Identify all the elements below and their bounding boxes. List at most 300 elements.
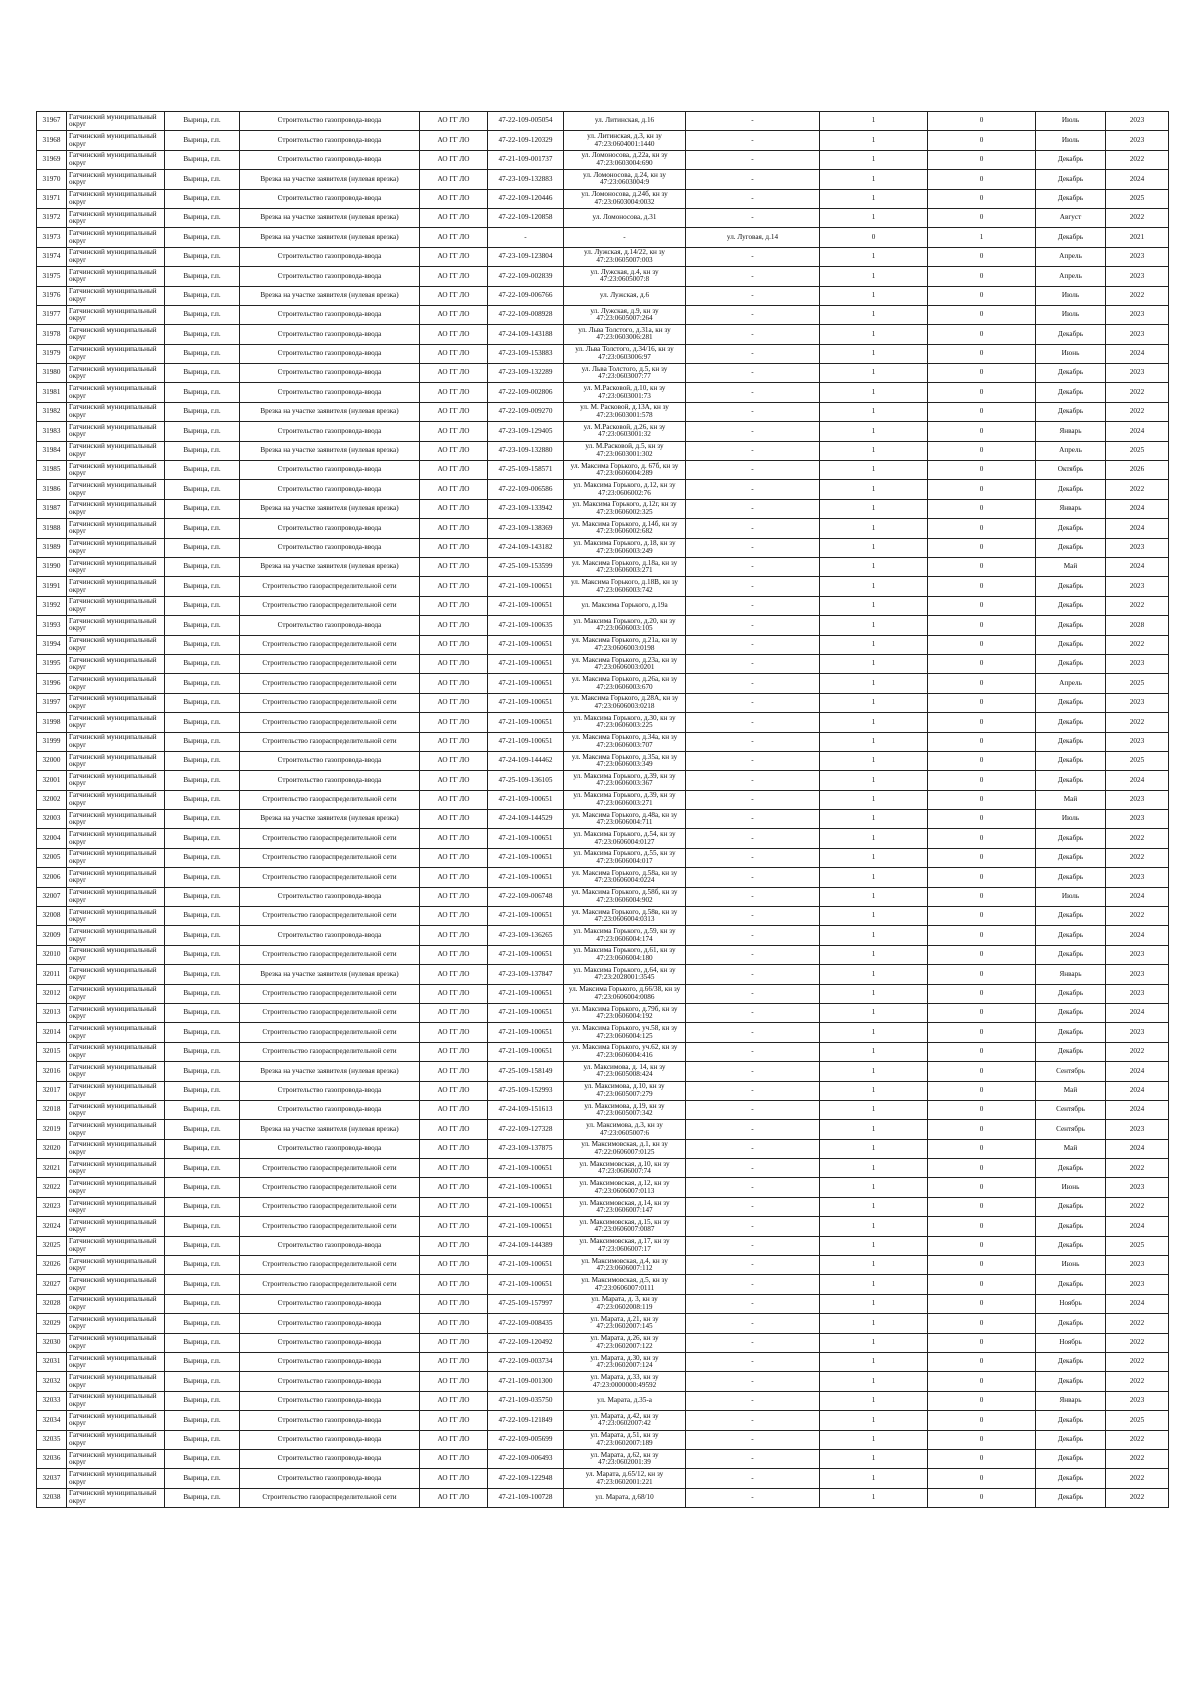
year-cell: 2023	[1106, 131, 1169, 150]
extra-address-cell: -	[686, 577, 820, 596]
address-cell: ул. Марата, д.65/12, кн зу 47:23:0602001:221	[564, 1469, 686, 1488]
table-row	[37, 1353, 1169, 1372]
extra-address-cell: -	[686, 1294, 820, 1313]
table-row	[37, 150, 1169, 169]
extra-address-cell: -	[686, 1449, 820, 1468]
count-a-cell: 1	[820, 267, 928, 286]
row-number-cell: 31988	[37, 519, 67, 538]
organization-cell: АО ГГ ЛО	[420, 112, 488, 131]
address-cell: ул. Максима Горького, д.26а, кн зу 47:23:0606003:670	[564, 674, 686, 693]
count-a-cell: 1	[820, 732, 928, 751]
row-number-cell: 31985	[37, 461, 67, 480]
organization-cell: АО ГГ ЛО	[420, 907, 488, 926]
table-row	[37, 945, 1169, 964]
address-cell: ул. Ломоносова, д.24, кн зу 47:23:0603004:9	[564, 170, 686, 189]
count-b-cell: 0	[928, 131, 1036, 150]
work-type-cell: Строительство газопровода-ввода	[240, 131, 420, 150]
row-number-cell: 32030	[37, 1333, 67, 1352]
count-b-cell: 0	[928, 364, 1036, 383]
count-b-cell: 0	[928, 1042, 1036, 1061]
count-b-cell: 0	[928, 1275, 1036, 1294]
address-cell: ул. Марата, д.33, кн зу 47:23:0000000:49592	[564, 1372, 686, 1391]
application-number-cell: 47-22-109-005699	[488, 1430, 564, 1449]
month-cell: Декабрь	[1036, 538, 1106, 557]
year-cell: 2022	[1106, 1197, 1169, 1216]
organization-cell: АО ГГ ЛО	[420, 674, 488, 693]
table-row	[37, 713, 1169, 732]
district-cell: Гатчинский муниципальный округ	[67, 1411, 165, 1430]
work-type-cell: Строительство газопровода-ввода	[240, 1100, 420, 1119]
district-cell: Гатчинский муниципальный округ	[67, 713, 165, 732]
year-cell: 2022	[1106, 1159, 1169, 1178]
extra-address-cell: ул. Луговая, д.14	[686, 228, 820, 247]
extra-address-cell: -	[686, 984, 820, 1003]
count-a-cell: 1	[820, 1353, 928, 1372]
work-type-cell: Строительство газораспределительной сети	[240, 848, 420, 867]
month-cell: Декабрь	[1036, 1159, 1106, 1178]
year-cell: 2026	[1106, 461, 1169, 480]
extra-address-cell: -	[686, 1333, 820, 1352]
settlement-cell: Вырица, г.п.	[165, 635, 240, 654]
address-cell: ул. Марата, д.42, кн зу 47:23:0602007:42	[564, 1411, 686, 1430]
application-number-cell: 47-22-109-120492	[488, 1333, 564, 1352]
application-number-cell: 47-21-109-100635	[488, 616, 564, 635]
count-b-cell: 0	[928, 461, 1036, 480]
work-type-cell: Строительство газораспределительной сети	[240, 654, 420, 673]
organization-cell: АО ГГ ЛО	[420, 247, 488, 266]
table-row	[37, 1197, 1169, 1216]
address-cell: ул. Максимовская, д.1, кн зу 47:22:0606007:0125	[564, 1139, 686, 1158]
application-number-cell: 47-25-109-158149	[488, 1062, 564, 1081]
row-number-cell: 32021	[37, 1159, 67, 1178]
work-type-cell: Врезка на участке заявителя (нулевая врезка)	[240, 1062, 420, 1081]
work-type-cell: Врезка на участке заявителя (нулевая врезка)	[240, 170, 420, 189]
year-cell: 2022	[1106, 402, 1169, 421]
organization-cell: АО ГГ ЛО	[420, 480, 488, 499]
count-b-cell: 0	[928, 654, 1036, 673]
count-a-cell: 1	[820, 693, 928, 712]
settlement-cell: Вырица, г.п.	[165, 596, 240, 615]
year-cell: 2028	[1106, 616, 1169, 635]
year-cell: 2024	[1106, 887, 1169, 906]
table-row	[37, 1449, 1169, 1468]
table-row	[37, 1256, 1169, 1275]
district-cell: Гатчинский муниципальный округ	[67, 383, 165, 402]
settlement-cell: Вырица, г.п.	[165, 402, 240, 421]
settlement-cell: Вырица, г.п.	[165, 1275, 240, 1294]
count-b-cell: 0	[928, 810, 1036, 829]
table-row	[37, 635, 1169, 654]
month-cell: Декабрь	[1036, 383, 1106, 402]
table-row	[37, 1120, 1169, 1139]
count-a-cell: 1	[820, 1236, 928, 1255]
application-number-cell: 47-23-109-129405	[488, 422, 564, 441]
table-row	[37, 131, 1169, 150]
table-row	[37, 422, 1169, 441]
district-cell: Гатчинский муниципальный округ	[67, 1449, 165, 1468]
year-cell: 2024	[1106, 1294, 1169, 1313]
extra-address-cell: -	[686, 1003, 820, 1022]
table-row	[37, 286, 1169, 305]
extra-address-cell: -	[686, 112, 820, 131]
settlement-cell: Вырица, г.п.	[165, 441, 240, 460]
settlement-cell: Вырица, г.п.	[165, 247, 240, 266]
application-number-cell: 47-24-109-143182	[488, 538, 564, 557]
organization-cell: АО ГГ ЛО	[420, 1294, 488, 1313]
district-cell: Гатчинский муниципальный округ	[67, 1353, 165, 1372]
count-a-cell: 1	[820, 480, 928, 499]
table-row	[37, 1003, 1169, 1022]
work-type-cell: Строительство газопровода-ввода	[240, 1139, 420, 1158]
application-number-cell: 47-25-109-158571	[488, 461, 564, 480]
organization-cell: АО ГГ ЛО	[420, 1178, 488, 1197]
count-b-cell: 0	[928, 1197, 1036, 1216]
row-number-cell: 31982	[37, 402, 67, 421]
count-a-cell: 1	[820, 1062, 928, 1081]
year-cell: 2023	[1106, 247, 1169, 266]
count-a-cell: 1	[820, 674, 928, 693]
table-row	[37, 499, 1169, 518]
count-b-cell: 0	[928, 596, 1036, 615]
application-number-cell: 47-22-109-127328	[488, 1120, 564, 1139]
work-type-cell: Строительство газораспределительной сети	[240, 577, 420, 596]
year-cell: 2022	[1106, 1333, 1169, 1352]
application-number-cell: 47-25-109-153599	[488, 557, 564, 576]
organization-cell: АО ГГ ЛО	[420, 1139, 488, 1158]
address-cell: ул. Максимова, д. 14, кн зу 47:23:0605008:424	[564, 1062, 686, 1081]
organization-cell: АО ГГ ЛО	[420, 1256, 488, 1275]
application-number-cell: 47-22-109-003734	[488, 1353, 564, 1372]
table-row	[37, 1100, 1169, 1119]
settlement-cell: Вырица, г.п.	[165, 325, 240, 344]
application-number-cell: 47-22-109-006493	[488, 1449, 564, 1468]
count-a-cell: 1	[820, 441, 928, 460]
settlement-cell: Вырица, г.п.	[165, 112, 240, 131]
count-b-cell: 0	[928, 1217, 1036, 1236]
count-b-cell: 0	[928, 1256, 1036, 1275]
count-a-cell: 1	[820, 1372, 928, 1391]
application-number-cell: 47-24-109-144389	[488, 1236, 564, 1255]
application-number-cell: 47-23-109-132289	[488, 364, 564, 383]
work-type-cell: Строительство газопровода-ввода	[240, 325, 420, 344]
district-cell: Гатчинский муниципальный округ	[67, 286, 165, 305]
settlement-cell: Вырица, г.п.	[165, 1256, 240, 1275]
month-cell: Июнь	[1036, 344, 1106, 363]
settlement-cell: Вырица, г.п.	[165, 926, 240, 945]
count-a-cell: 0	[820, 228, 928, 247]
district-cell: Гатчинский муниципальный округ	[67, 1081, 165, 1100]
year-cell: 2022	[1106, 1042, 1169, 1061]
count-a-cell: 1	[820, 984, 928, 1003]
organization-cell: АО ГГ ЛО	[420, 1217, 488, 1236]
month-cell: Декабрь	[1036, 848, 1106, 867]
year-cell: 2023	[1106, 693, 1169, 712]
row-number-cell: 32015	[37, 1042, 67, 1061]
row-number-cell: 32038	[37, 1488, 67, 1507]
work-type-cell: Строительство газопровода-ввода	[240, 1449, 420, 1468]
month-cell: Апрель	[1036, 674, 1106, 693]
year-cell: 2022	[1106, 1430, 1169, 1449]
year-cell: 2023	[1106, 538, 1169, 557]
address-cell: ул. Максима Горького, уч.58, кн зу 47:23:0606004:125	[564, 1023, 686, 1042]
address-cell: ул. Максима Горького, д.19а	[564, 596, 686, 615]
settlement-cell: Вырица, г.п.	[165, 1081, 240, 1100]
year-cell: 2022	[1106, 1449, 1169, 1468]
organization-cell: АО ГГ ЛО	[420, 519, 488, 538]
month-cell: Декабрь	[1036, 1023, 1106, 1042]
work-type-cell: Врезка на участке заявителя (нулевая врезка)	[240, 557, 420, 576]
table-row	[37, 654, 1169, 673]
table-row	[37, 577, 1169, 596]
count-a-cell: 1	[820, 1449, 928, 1468]
work-type-cell: Врезка на участке заявителя (нулевая врезка)	[240, 810, 420, 829]
count-b-cell: 0	[928, 286, 1036, 305]
row-number-cell: 31992	[37, 596, 67, 615]
work-type-cell: Врезка на участке заявителя (нулевая врезка)	[240, 441, 420, 460]
work-type-cell: Строительство газопровода-ввода	[240, 1081, 420, 1100]
district-cell: Гатчинский муниципальный округ	[67, 1314, 165, 1333]
extra-address-cell: -	[686, 150, 820, 169]
count-a-cell: 1	[820, 1023, 928, 1042]
row-number-cell: 32035	[37, 1430, 67, 1449]
application-number-cell: 47-21-109-100651	[488, 1042, 564, 1061]
application-number-cell: 47-21-109-100651	[488, 674, 564, 693]
count-b-cell: 0	[928, 1353, 1036, 1372]
count-a-cell: 1	[820, 1100, 928, 1119]
address-cell: ул. Максима Горького, уч.62, кн зу 47:23:0606004:416	[564, 1042, 686, 1061]
month-cell: Декабрь	[1036, 1197, 1106, 1216]
district-cell: Гатчинский муниципальный округ	[67, 344, 165, 363]
table-row	[37, 771, 1169, 790]
year-cell: 2024	[1106, 1217, 1169, 1236]
district-cell: Гатчинский муниципальный округ	[67, 267, 165, 286]
settlement-cell: Вырица, г.п.	[165, 189, 240, 208]
row-number-cell: 31973	[37, 228, 67, 247]
table-row	[37, 1236, 1169, 1255]
organization-cell: АО ГГ ЛО	[420, 1430, 488, 1449]
work-type-cell: Строительство газораспределительной сети	[240, 1217, 420, 1236]
table-row	[37, 984, 1169, 1003]
extra-address-cell: -	[686, 1256, 820, 1275]
address-cell: ул. Ломоносова, д.31	[564, 208, 686, 227]
extra-address-cell: -	[686, 557, 820, 576]
application-number-cell: 47-22-109-120329	[488, 131, 564, 150]
count-b-cell: 0	[928, 422, 1036, 441]
month-cell: Июль	[1036, 112, 1106, 131]
count-a-cell: 1	[820, 1430, 928, 1449]
month-cell: Декабрь	[1036, 868, 1106, 887]
application-number-cell: 47-23-109-133942	[488, 499, 564, 518]
district-cell: Гатчинский муниципальный округ	[67, 732, 165, 751]
table-row	[37, 189, 1169, 208]
table-row	[37, 751, 1169, 770]
extra-address-cell: -	[686, 1275, 820, 1294]
extra-address-cell: -	[686, 422, 820, 441]
application-number-cell: 47-23-109-132883	[488, 170, 564, 189]
year-cell: 2022	[1106, 907, 1169, 926]
month-cell: Декабрь	[1036, 1042, 1106, 1061]
application-number-cell: 47-23-109-153883	[488, 344, 564, 363]
count-a-cell: 1	[820, 247, 928, 266]
extra-address-cell: -	[686, 305, 820, 324]
application-number-cell: 47-21-109-100651	[488, 732, 564, 751]
month-cell: Декабрь	[1036, 228, 1106, 247]
extra-address-cell: -	[686, 1411, 820, 1430]
work-type-cell: Строительство газопровода-ввода	[240, 364, 420, 383]
organization-cell: АО ГГ ЛО	[420, 344, 488, 363]
year-cell: 2024	[1106, 519, 1169, 538]
district-cell: Гатчинский муниципальный округ	[67, 1236, 165, 1255]
row-number-cell: 32010	[37, 945, 67, 964]
organization-cell: АО ГГ ЛО	[420, 131, 488, 150]
row-number-cell: 31998	[37, 713, 67, 732]
count-b-cell: 0	[928, 751, 1036, 770]
settlement-cell: Вырица, г.п.	[165, 713, 240, 732]
application-number-cell: 47-22-109-120858	[488, 208, 564, 227]
address-cell: ул. Марата, д.68/10	[564, 1488, 686, 1507]
row-number-cell: 32005	[37, 848, 67, 867]
work-type-cell: Строительство газораспределительной сети	[240, 790, 420, 809]
table-row	[37, 1062, 1169, 1081]
application-number-cell: 47-21-109-100651	[488, 868, 564, 887]
row-number-cell: 32037	[37, 1469, 67, 1488]
district-cell: Гатчинский муниципальный округ	[67, 305, 165, 324]
row-number-cell: 31996	[37, 674, 67, 693]
extra-address-cell: -	[686, 965, 820, 984]
application-number-cell: 47-21-109-100651	[488, 693, 564, 712]
table-row	[37, 848, 1169, 867]
settlement-cell: Вырица, г.п.	[165, 1391, 240, 1410]
table-row	[37, 1275, 1169, 1294]
row-number-cell: 32006	[37, 868, 67, 887]
district-cell: Гатчинский муниципальный округ	[67, 868, 165, 887]
address-cell: ул. Максима Горького, д.12г, кн зу 47:23:0606002:325	[564, 499, 686, 518]
month-cell: Май	[1036, 1081, 1106, 1100]
address-cell: ул. Ломоносова, д.24б, кн зу 47:23:0603004:0032	[564, 189, 686, 208]
row-number-cell: 31975	[37, 267, 67, 286]
table-row	[37, 1023, 1169, 1042]
application-number-cell: 47-21-109-100651	[488, 596, 564, 615]
application-number-cell: 47-23-109-137875	[488, 1139, 564, 1158]
district-cell: Гатчинский муниципальный округ	[67, 771, 165, 790]
month-cell: Декабрь	[1036, 1314, 1106, 1333]
work-type-cell: Врезка на участке заявителя (нулевая врезка)	[240, 228, 420, 247]
year-cell: 2023	[1106, 1023, 1169, 1042]
count-b-cell: 0	[928, 402, 1036, 421]
settlement-cell: Вырица, г.п.	[165, 829, 240, 848]
count-b-cell: 0	[928, 189, 1036, 208]
district-cell: Гатчинский муниципальный округ	[67, 1003, 165, 1022]
district-cell: Гатчинский муниципальный округ	[67, 1333, 165, 1352]
settlement-cell: Вырица, г.п.	[165, 557, 240, 576]
address-cell: ул. Ломоносова, д.22а, кн зу 47:23:0603004:690	[564, 150, 686, 169]
settlement-cell: Вырица, г.п.	[165, 693, 240, 712]
address-cell: ул. Максимовская, д.17, кн зу 47:23:0606007:17	[564, 1236, 686, 1255]
work-type-cell: Строительство газопровода-ввода	[240, 267, 420, 286]
district-cell: Гатчинский муниципальный округ	[67, 1217, 165, 1236]
year-cell: 2025	[1106, 189, 1169, 208]
month-cell: Декабрь	[1036, 984, 1106, 1003]
district-cell: Гатчинский муниципальный округ	[67, 170, 165, 189]
month-cell: Апрель	[1036, 247, 1106, 266]
address-cell: ул. Максимова, д.19, кн зу 47:23:0605007:342	[564, 1100, 686, 1119]
extra-address-cell: -	[686, 829, 820, 848]
address-cell: ул. Максима Горького, д.79б, кн зу 47:23:0606004:192	[564, 1003, 686, 1022]
organization-cell: АО ГГ ЛО	[420, 208, 488, 227]
table-row	[37, 1469, 1169, 1488]
organization-cell: АО ГГ ЛО	[420, 557, 488, 576]
application-number-cell: 47-21-109-001300	[488, 1372, 564, 1391]
count-a-cell: 1	[820, 1159, 928, 1178]
month-cell: Декабрь	[1036, 480, 1106, 499]
application-number-cell: 47-21-109-100651	[488, 654, 564, 673]
extra-address-cell: -	[686, 1081, 820, 1100]
extra-address-cell: -	[686, 848, 820, 867]
year-cell: 2024	[1106, 557, 1169, 576]
count-a-cell: 1	[820, 1488, 928, 1507]
application-number-cell: 47-21-109-100651	[488, 577, 564, 596]
month-cell: Декабрь	[1036, 1275, 1106, 1294]
registry-table	[36, 111, 1169, 1508]
count-b-cell: 0	[928, 305, 1036, 324]
month-cell: Декабрь	[1036, 1449, 1106, 1468]
month-cell: Август	[1036, 208, 1106, 227]
district-cell: Гатчинский муниципальный округ	[67, 1120, 165, 1139]
application-number-cell: 47-23-109-138369	[488, 519, 564, 538]
work-type-cell: Врезка на участке заявителя (нулевая врезка)	[240, 402, 420, 421]
address-cell: ул. Максима Горького, д.58б, кн зу 47:23:0606004:902	[564, 887, 686, 906]
application-number-cell: 47-21-109-100651	[488, 790, 564, 809]
extra-address-cell: -	[686, 616, 820, 635]
work-type-cell: Строительство газопровода-ввода	[240, 1314, 420, 1333]
row-number-cell: 31986	[37, 480, 67, 499]
district-cell: Гатчинский муниципальный округ	[67, 1042, 165, 1061]
district-cell: Гатчинский муниципальный округ	[67, 1391, 165, 1410]
settlement-cell: Вырица, г.п.	[165, 422, 240, 441]
extra-address-cell: -	[686, 907, 820, 926]
organization-cell: АО ГГ ЛО	[420, 751, 488, 770]
month-cell: Декабрь	[1036, 170, 1106, 189]
table-row	[37, 1159, 1169, 1178]
count-a-cell: 1	[820, 364, 928, 383]
count-b-cell: 0	[928, 1236, 1036, 1255]
year-cell: 2024	[1106, 422, 1169, 441]
settlement-cell: Вырица, г.п.	[165, 1003, 240, 1022]
month-cell: Декабрь	[1036, 596, 1106, 615]
application-number-cell: 47-21-109-100651	[488, 848, 564, 867]
month-cell: Декабрь	[1036, 1469, 1106, 1488]
row-number-cell: 32024	[37, 1217, 67, 1236]
month-cell: Сентябрь	[1036, 1100, 1106, 1119]
application-number-cell: 47-21-109-100651	[488, 984, 564, 1003]
count-a-cell: 1	[820, 907, 928, 926]
extra-address-cell: -	[686, 1217, 820, 1236]
district-cell: Гатчинский муниципальный округ	[67, 1023, 165, 1042]
table-row	[37, 732, 1169, 751]
address-cell: ул. Лужская, д.14/22, кн зу 47:23:0605007:003	[564, 247, 686, 266]
application-number-cell: 47-21-109-100651	[488, 945, 564, 964]
month-cell: Апрель	[1036, 267, 1106, 286]
count-a-cell: 1	[820, 461, 928, 480]
settlement-cell: Вырица, г.п.	[165, 1333, 240, 1352]
application-number-cell: 47-21-109-100651	[488, 713, 564, 732]
organization-cell: АО ГГ ЛО	[420, 305, 488, 324]
district-cell: Гатчинский муниципальный округ	[67, 616, 165, 635]
extra-address-cell: -	[686, 790, 820, 809]
month-cell: Октябрь	[1036, 461, 1106, 480]
organization-cell: АО ГГ ЛО	[420, 577, 488, 596]
row-number-cell: 32013	[37, 1003, 67, 1022]
